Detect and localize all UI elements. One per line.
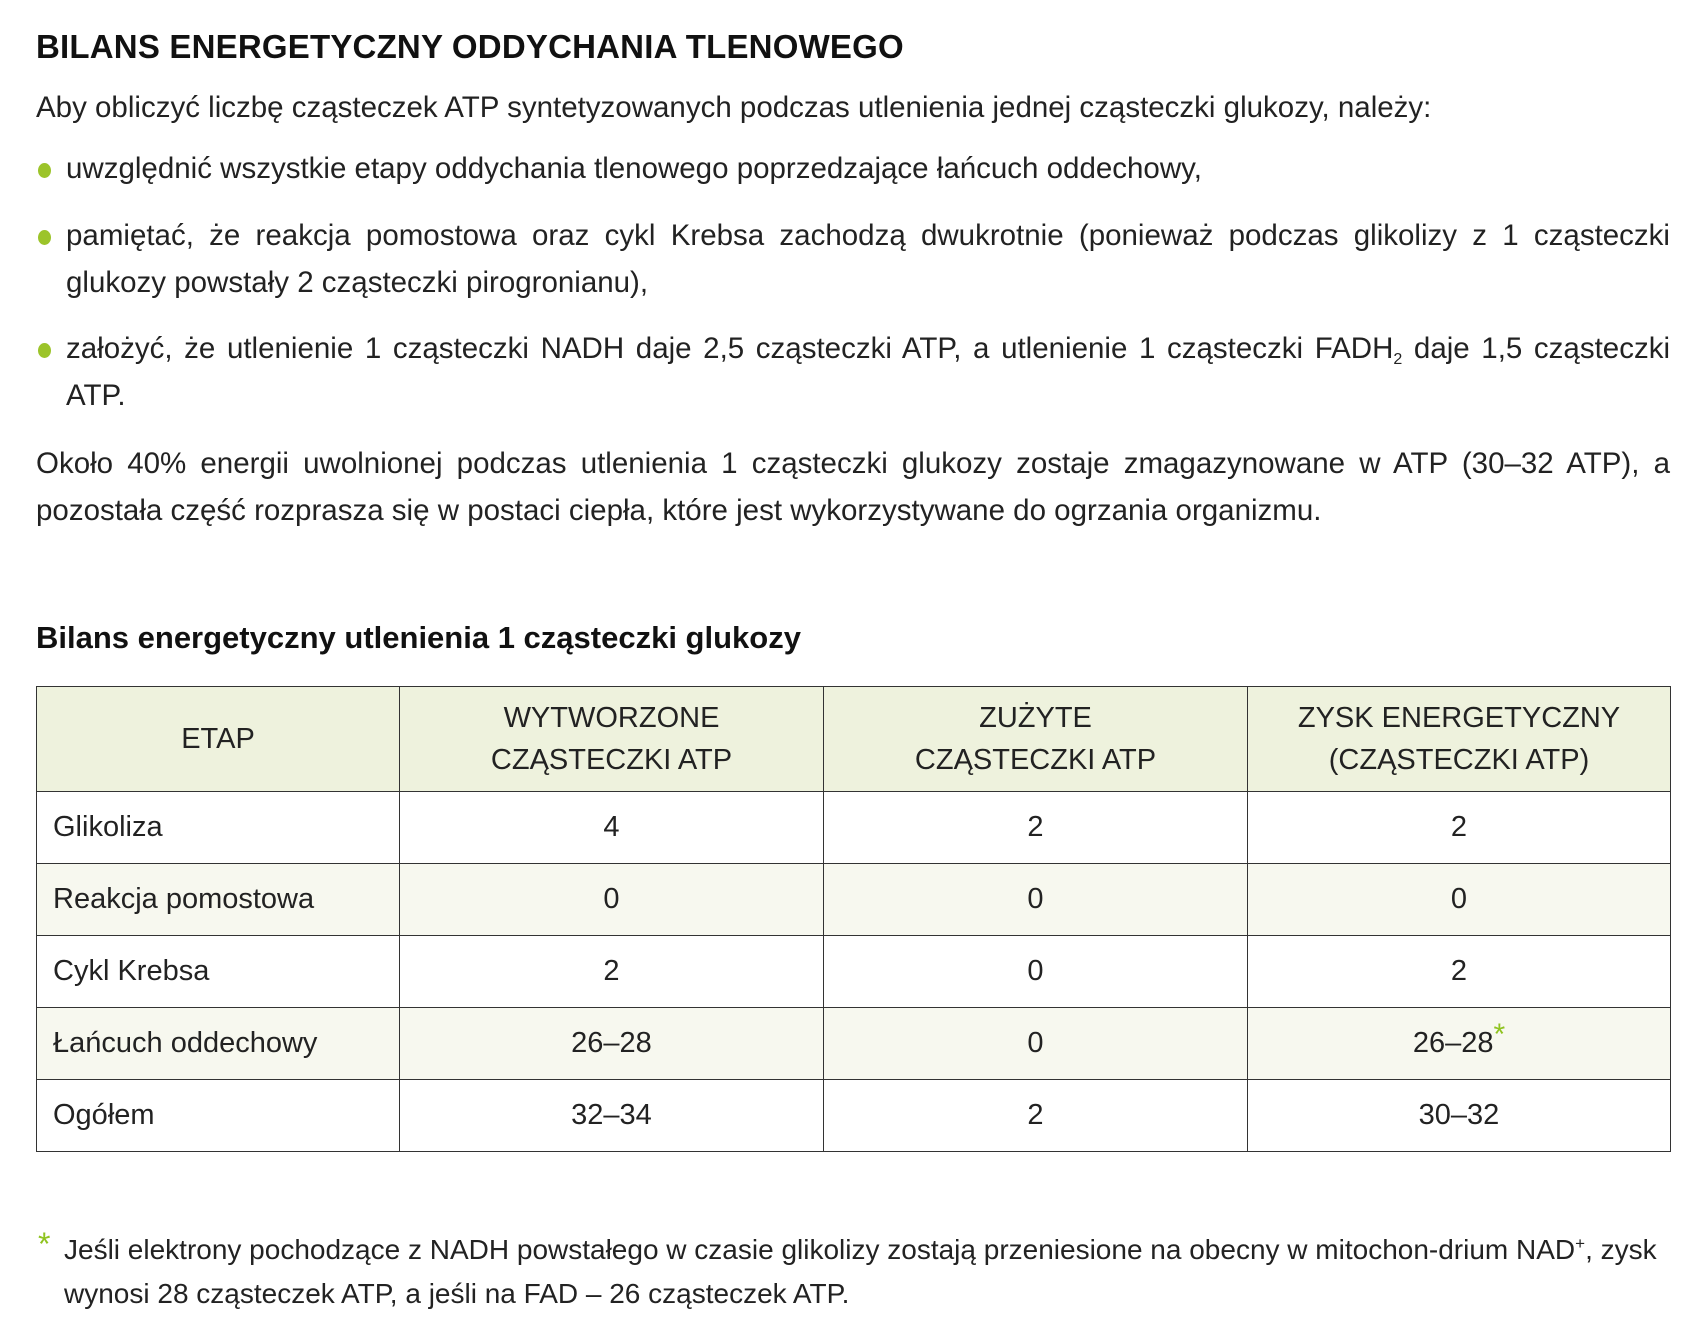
cell-wytworzone: 0 bbox=[400, 864, 824, 936]
footnote-asterisk-icon: * bbox=[38, 1226, 51, 1262]
bullet-text: uwzględnić wszystkie etapy oddychania tlenowego poprzedzające łańcuch oddechowy, bbox=[66, 152, 1202, 185]
cell-zysk bbox=[1248, 1008, 1671, 1080]
intro-paragraph: Aby obliczyć liczbę cząsteczek ATP syntetyzowanych podczas utlenienia jednej cząsteczki glukozy, należy: bbox=[36, 91, 1432, 124]
cell-zysk: 2 bbox=[1248, 792, 1671, 864]
cell-zuzyte: 0 bbox=[824, 936, 1248, 1008]
subscript: 2 bbox=[1393, 351, 1403, 368]
footnote-text-part: Jeśli elektrony pochodzące z NADH powstałego w czasie glikolizy zostają przeniesione na obecny w mitochon-drium NAD bbox=[64, 1234, 1576, 1265]
cell-zuzyte: 2 bbox=[824, 1080, 1248, 1152]
footnote bbox=[36, 1228, 1670, 1316]
cell-zuzyte: 0 bbox=[824, 1008, 1248, 1080]
bullet-item bbox=[36, 325, 1670, 419]
cell-zysk: 30–32 bbox=[1248, 1080, 1671, 1152]
cell-wytworzone: 26–28 bbox=[400, 1008, 824, 1080]
cell-etap: Łańcuch oddechowy bbox=[37, 1008, 400, 1080]
bullet-text-part: daje 1,5 cząsteczki ATP. bbox=[66, 332, 1670, 412]
header-text: ZYSK ENERGETYCZNY bbox=[1297, 702, 1621, 734]
table-row bbox=[37, 936, 1671, 1008]
table-title: Bilans energetyczny utlenienia 1 cząsteczki glukozy bbox=[36, 620, 801, 655]
superscript: + bbox=[1575, 1234, 1586, 1253]
header-wytworzone bbox=[400, 687, 824, 792]
cell-etap: Ogółem bbox=[37, 1080, 400, 1152]
bullet-dot-icon bbox=[38, 230, 51, 245]
cell-zuzyte: 0 bbox=[824, 864, 1248, 936]
header-zuzyte bbox=[824, 687, 1248, 792]
header-text: WYTWORZONE bbox=[503, 702, 720, 734]
bullet-dot-icon bbox=[38, 163, 51, 178]
header-text: CZĄSTECZKI ATP bbox=[914, 744, 1157, 776]
footnote-text-part: , zysk wynosi 28 cząsteczek ATP, a jeśli na FAD – 26 cząsteczek ATP. bbox=[64, 1234, 1657, 1309]
summary-paragraph: Około 40% energii uwolnionej podczas utlenienia 1 cząsteczki glukozy zostaje zmagazynowane w ATP (30–32 ATP), a pozostała część rozprasza się w postaci ciepła, które jest wykorzystywane do ogrzania organizmu. bbox=[36, 447, 1670, 527]
header-zysk bbox=[1248, 687, 1671, 792]
energy-balance-table bbox=[36, 686, 1671, 1152]
cell-etap: Glikoliza bbox=[37, 792, 400, 864]
cell-zysk: 0 bbox=[1248, 864, 1671, 936]
header-text: ETAP bbox=[181, 723, 255, 755]
table-header-row bbox=[37, 687, 1671, 792]
header-etap bbox=[37, 687, 400, 792]
cell-etap: Cykl Krebsa bbox=[37, 936, 400, 1008]
main-heading: BILANS ENERGETYCZNY ODDYCHANIA TLENOWEGO bbox=[36, 28, 904, 65]
footnote-asterisk-icon: * bbox=[1493, 1018, 1506, 1051]
header-text: (CZĄSTECZKI ATP) bbox=[1328, 744, 1590, 776]
bullet-dot-icon bbox=[38, 343, 51, 358]
table-row bbox=[37, 1080, 1671, 1152]
header-text: CZĄSTECZKI ATP bbox=[490, 744, 733, 776]
cell-wytworzone: 4 bbox=[400, 792, 824, 864]
cell-zysk: 2 bbox=[1248, 936, 1671, 1008]
cell-wytworzone: 2 bbox=[400, 936, 824, 1008]
bullet-text: pamiętać, że reakcja pomostowa oraz cykl Krebsa zachodzą dwukrotnie (ponieważ podczas glikolizy z 1 cząsteczki glukozy powstały 2 cząsteczki pirogronianu), bbox=[66, 219, 1670, 299]
cell-zuzyte: 2 bbox=[824, 792, 1248, 864]
bullet-text bbox=[66, 325, 1670, 419]
table-row bbox=[37, 792, 1671, 864]
cell-zysk-value: 26–28 bbox=[1412, 1027, 1494, 1059]
cell-etap: Reakcja pomostowa bbox=[37, 864, 400, 936]
header-text: ZUŻYTE bbox=[979, 702, 1092, 734]
footnote-text bbox=[64, 1228, 1670, 1316]
bullet-item bbox=[36, 212, 1670, 306]
bullet-text-part: założyć, że utlenienie 1 cząsteczki NADH daje 2,5 cząsteczki ATP, a utlenienie 1 cząsteczki FADH bbox=[66, 332, 1394, 365]
cell-wytworzone: 32–34 bbox=[400, 1080, 824, 1152]
table-row bbox=[37, 1008, 1671, 1080]
bullet-item bbox=[36, 145, 1670, 192]
table-row bbox=[37, 864, 1671, 936]
